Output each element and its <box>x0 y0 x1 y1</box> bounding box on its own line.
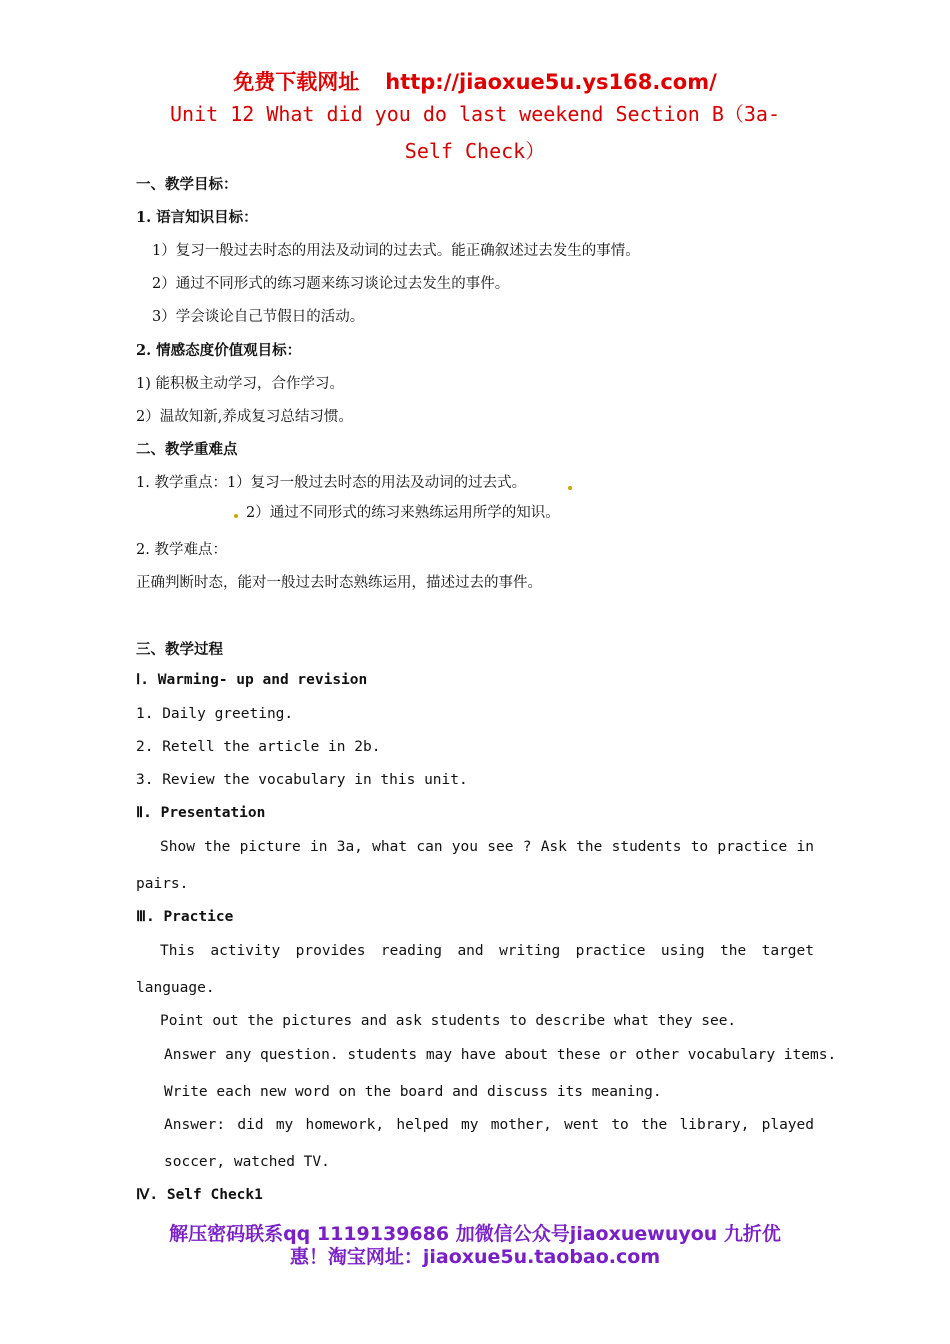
step-text: Point out the pictures and ask students to describe what they see. <box>160 1013 737 1029</box>
difficulty-item: 正确判断时态，能对一般过去时态熟练运用，描述过去的事件。 <box>136 575 542 591</box>
step-text: Show the picture in 3a, what can you see ? Ask the students to practice in <box>160 839 814 855</box>
header-label: 免费下载网址 <box>233 70 360 94</box>
step-text: Answer any question. students may have about these or other vocabulary items. <box>164 1047 837 1063</box>
step-3-heading: Ⅲ. Practice <box>136 909 234 925</box>
step-text: Write each new word on the board and discuss its meaning. <box>164 1084 662 1100</box>
key-point-item: 2）通过不同形式的练习来熟练运用所学的知识。 <box>246 505 560 521</box>
annotation-dot <box>234 514 238 518</box>
key-point-item: 1. 教学重点：1）复习一般过去时态的用法及动词的过去式。 <box>136 475 527 491</box>
section-3-heading: 三、教学过程 <box>136 641 223 658</box>
header-url[interactable]: http://jiaoxue5u.ys168.com/ <box>385 70 717 94</box>
step-text: soccer, watched TV. <box>164 1154 330 1170</box>
objective-item: 1) 能积极主动学习，合作学习。 <box>136 376 344 392</box>
step-item: 1. Daily greeting. <box>136 706 294 722</box>
step-text: Answer: did my homework, helped my mother, went to the library, played <box>164 1117 814 1133</box>
step-4-heading: Ⅳ. Self Check1 <box>136 1187 263 1203</box>
step-text: pairs. <box>136 876 189 892</box>
step-item: 2. Retell the article in 2b. <box>136 739 381 755</box>
annotation-dot <box>568 486 572 490</box>
step-1-heading: Ⅰ. Warming- up and revision <box>136 672 368 688</box>
step-text: This activity provides reading and writing practice using the target <box>160 943 814 959</box>
objective-item: 3）学会谈论自己节假日的活动。 <box>152 309 365 325</box>
header-banner <box>0 66 950 96</box>
page-title: Unit 12 What did you do last weekend Section B（3a-Self Check） <box>169 102 780 163</box>
objective-item: 2）温故知新,养成复习总结习惯。 <box>136 409 353 425</box>
section-2-heading: 二、教学重难点 <box>136 441 238 458</box>
footer-line-1: 解压密码联系qq 1119139686 加微信公众号jiaoxuewuyou 九折优 <box>169 1223 781 1245</box>
step-item: 3. Review the vocabulary in this unit. <box>136 772 468 788</box>
objective-item: 1）复习一般过去时态的用法及动词的过去式。能正确叙述过去发生的事情。 <box>152 243 640 259</box>
section-1-sub-2: 2. 情感态度价值观目标： <box>136 342 302 359</box>
footer-line-2: 惠！淘宝网址：jiaoxue5u.taobao.com <box>289 1246 661 1268</box>
section-1-sub-1: 1. 语言知识目标： <box>136 209 258 226</box>
step-text: language. <box>136 980 215 996</box>
difficulty-label: 2. 教学难点： <box>136 542 227 558</box>
section-1-heading: 一、教学目标： <box>136 176 238 193</box>
objective-item: 2）通过不同形式的练习题来练习谈论过去发生的事件。 <box>152 276 510 292</box>
step-2-heading: Ⅱ. Presentation <box>136 805 266 821</box>
